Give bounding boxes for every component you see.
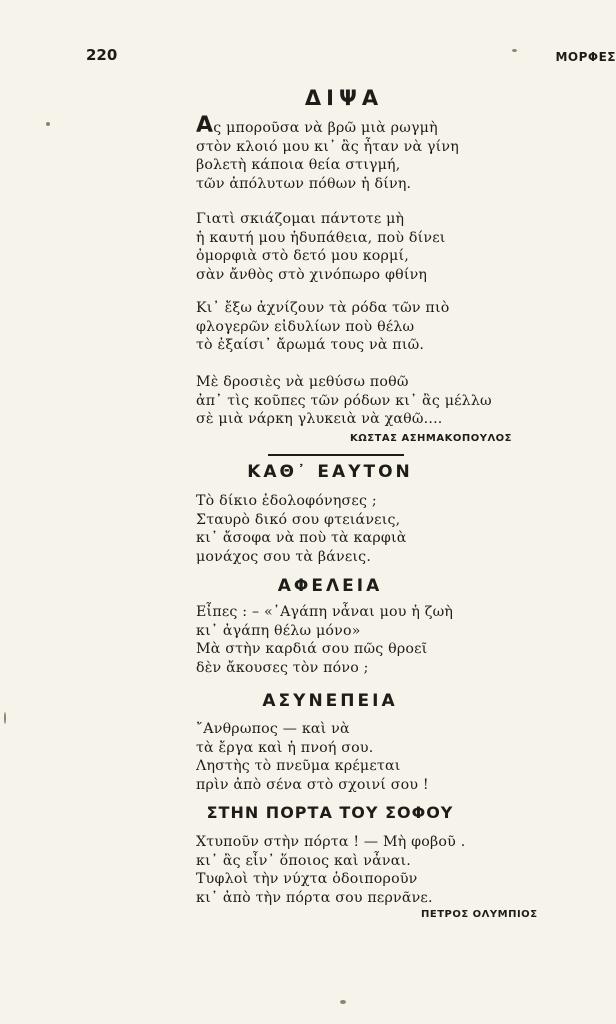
verse-line: στὸν κλοιό μου κι᾽ ἂς ἦταν νὰ γίνη xyxy=(196,138,459,155)
poem-title: ΚΑΘ᾽ ΕΑΥΤΟΝ xyxy=(247,462,413,482)
poem-body xyxy=(196,833,465,907)
verse-line: ἀπ᾽ τὶς κοῦπες τῶν ρόδων κι᾽ ἂς μέλλω xyxy=(196,392,492,409)
verse-line: Γιατὶ σκιάζομαι πάντοτε μὴ xyxy=(196,211,405,227)
verse-line: δὲν ἄκουσες τὸν πόνο ; xyxy=(196,659,369,676)
poem-title: ΑΦΕΛΕΙΑ xyxy=(277,576,383,596)
verse-line: Μὲ δροσιὲς νὰ μεθύσω ποθῶ xyxy=(196,374,409,390)
poem-title: ΑΣΥΝΕΠΕΙΑ xyxy=(262,691,398,711)
paper-speck xyxy=(512,49,517,52)
verse-line: βολετὴ κάποια θεία στιγμή, xyxy=(196,157,401,173)
verse-line: κι᾽ ἀγάπη θέλω μόνο» xyxy=(196,622,361,639)
verse-line: κι᾽ ἂς εἶν᾽ ὅποιος καὶ νἆναι. xyxy=(196,852,411,869)
verse-line: σὲ μιὰ νάρκη γλυκειὰ νὰ χαθῶ.... xyxy=(196,411,443,427)
poem-author: ΚΩΣΤΑΣ ΑΣΗΜΑΚΟΠΟΥΛΟΣ xyxy=(350,433,513,444)
stanza-3 xyxy=(196,299,449,355)
verse-line: Ληστὴς τὸ πνεῦμα κρέμεται xyxy=(196,758,401,774)
stanza-4 xyxy=(196,373,492,429)
verse-line: μονάχος σου τὰ βάνεις. xyxy=(196,548,372,565)
verse-line: ὀμορφιὰ στὸ δετό μου κορμί, xyxy=(196,248,409,264)
stanza-1 xyxy=(196,113,459,193)
paper-speck xyxy=(340,1000,346,1004)
verse-line: τῶν ἀπόλυτων πόθων ἡ δίνη. xyxy=(196,175,412,192)
verse-line: τὸ ἐξαίσι᾽ ἄρωμά τους νὰ πιῶ. xyxy=(196,337,425,353)
drop-cap: Α xyxy=(196,113,214,138)
verse-line: κι᾽ ἀπὸ τὴν πόρτα σου περνᾶνε. xyxy=(196,889,433,906)
page-number: 220 xyxy=(86,46,118,64)
poem-title: ΣΤΗΝ ΠΟΡΤΑ ΤΟΥ ΣΟΦΟΥ xyxy=(206,803,454,822)
verse-line: Χτυποῦν στὴν πόρτα ! — Μὴ φοβοῦ . xyxy=(196,834,466,850)
verse-line: Εἶπες : – «᾽Αγάπη νἆναι μου ἡ ζωὴ xyxy=(196,604,454,620)
verse-line: ῎Ανθρωπος — καὶ νὰ xyxy=(196,721,350,737)
poem-body xyxy=(196,492,407,566)
paper-speck xyxy=(46,122,50,126)
poem-body xyxy=(196,720,429,794)
verse-line xyxy=(196,113,459,138)
verse-line: τὰ ἔργα καὶ ἡ πνοή σου. xyxy=(196,739,374,756)
verse-line: Μὰ στὴν καρδιά σου πῶς θροεῖ xyxy=(196,641,428,657)
poem-title-dipsa: ΔΙΨΑ xyxy=(304,86,384,110)
paper-speck xyxy=(4,712,6,724)
verse-line: Τὸ δίκιο ἐδολοφόνησες ; xyxy=(196,493,377,509)
journal-title: ΜΟΡΦΕΣ xyxy=(555,50,616,64)
verse-line: Σταυρὸ δικό σου φτειάνεις, xyxy=(196,511,401,528)
verse-line: φλογερῶν εἰδυλίων ποὺ θέλω xyxy=(196,318,415,335)
section-divider xyxy=(268,454,404,456)
footer-author: ΠΕΤΡΟΣ ΟΛΥΜΠΙΟΣ xyxy=(421,909,538,920)
stanza-2 xyxy=(196,210,446,284)
first-line-rest: ς μποροῦσα νὰ βρῶ μιὰ ρωγμὴ xyxy=(213,120,438,136)
verse-line: Κι᾽ ἔξω ἀχνίζουν τὰ ρόδα τῶν πιὸ xyxy=(196,300,450,316)
verse-line: πρὶν ἀπὸ σένα στὸ σχοινί σου ! xyxy=(196,776,429,793)
verse-line: Τυφλοὶ τὴν νύχτα ὁδοιποροῦν xyxy=(196,871,418,887)
verse-line: κι᾽ ἄσοφα νὰ ποὺ τὰ καρφιὰ xyxy=(196,530,407,546)
verse-line: ἡ καυτή μου ἡδυπάθεια, ποὺ δίνει xyxy=(196,229,446,246)
poem-body xyxy=(196,603,453,677)
verse-line: σὰν ἄνθὸς στὸ χινόπωρο φθίνη xyxy=(196,266,428,283)
